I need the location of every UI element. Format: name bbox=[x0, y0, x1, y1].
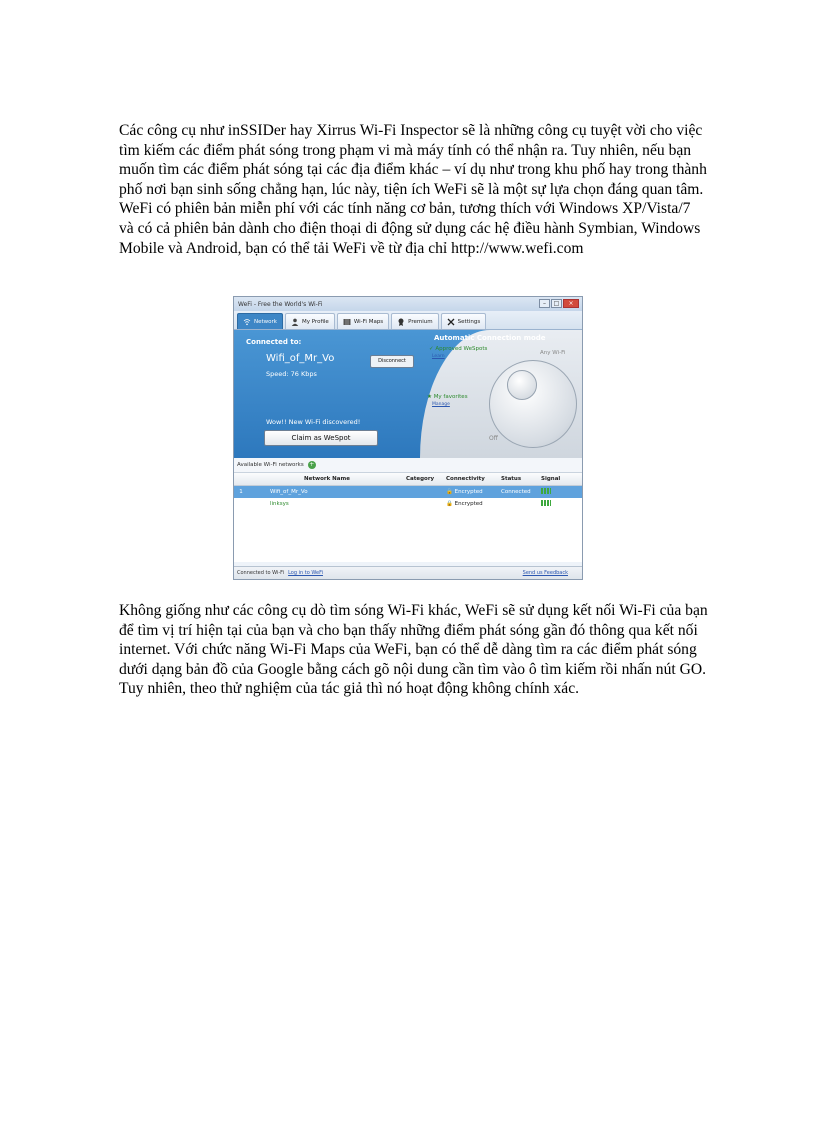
feedback-link[interactable]: Send us Feedback bbox=[522, 570, 568, 576]
connected-label: Connected to: bbox=[246, 338, 302, 346]
any-wifi-option[interactable]: Any Wi-Fi bbox=[540, 350, 566, 356]
discovered-message: Wow!! New Wi-Fi discovered! bbox=[266, 418, 361, 426]
tab-premium[interactable]: Premium bbox=[391, 313, 438, 329]
col-category[interactable]: Category bbox=[406, 476, 435, 482]
window-titlebar bbox=[234, 297, 582, 311]
add-icon[interactable]: + bbox=[309, 461, 315, 468]
lock-icon: 🔒 bbox=[446, 489, 453, 495]
tools-icon bbox=[447, 318, 455, 326]
mode-dial[interactable] bbox=[489, 360, 577, 448]
map-icon bbox=[343, 318, 351, 326]
tab-settings[interactable]: Settings bbox=[441, 313, 487, 329]
networks-table-header bbox=[234, 473, 582, 486]
manage-link[interactable]: Manage bbox=[432, 402, 450, 407]
available-networks-header: Available Wi-Fi networks + bbox=[234, 458, 582, 473]
approved-wespots-option[interactable]: ✓ Approved WeSpots bbox=[429, 346, 488, 352]
col-connectivity[interactable]: Connectivity bbox=[446, 476, 485, 482]
network-name: Wifi_of_Mr_Vo bbox=[266, 353, 335, 364]
wifi-icon bbox=[243, 318, 251, 326]
auto-mode-title: Automatic Connection mode bbox=[434, 334, 546, 342]
network-panel bbox=[234, 330, 582, 458]
col-network-name[interactable]: Network Name bbox=[304, 476, 350, 482]
networks-table-body bbox=[234, 486, 582, 562]
maximize-button[interactable]: □ bbox=[551, 299, 562, 308]
learn-link[interactable]: Learn bbox=[432, 354, 445, 359]
close-button[interactable]: × bbox=[563, 299, 579, 308]
tab-wifi-maps[interactable]: Wi-Fi Maps bbox=[337, 313, 389, 329]
star-icon: ★ bbox=[427, 394, 432, 400]
my-favorites-option[interactable]: ★ My favorites bbox=[427, 394, 468, 400]
speed-readout: Speed: 76 Kbps bbox=[266, 370, 317, 378]
login-link[interactable]: Log in to WeFi bbox=[288, 570, 323, 576]
lock-icon: 🔒 bbox=[446, 501, 453, 507]
user-icon bbox=[291, 318, 299, 326]
signal-icon bbox=[541, 488, 551, 494]
tab-network[interactable]: Network bbox=[237, 313, 283, 329]
table-row[interactable]: linksys 🔒 Encrypted bbox=[234, 498, 582, 510]
body-paragraph: Không giống như các công cụ dò tìm sóng Wi-Fi khác, WeFi sẽ sử dụng kết nối Wi-Fi của bạn để tìm vị trí hiện tại của bạn và cho bạn thấy những điểm phát sóng gần đó thông qua kết nối internet. Với chức năng Wi-Fi Maps của WeFi, bạn có thể dễ dàng tìm ra các điểm phát sóng dưới dạng bản đồ của Google bằng cách gõ nội dung cần tìm vào ô tìm kiếm rồi nhấn nút GO. Tuy nhiên, theo thử nghiệm của tác giả thì nó hoạt động không chính xác. bbox=[119, 602, 708, 698]
tab-my-profile[interactable]: My Profile bbox=[285, 313, 335, 329]
medal-icon bbox=[397, 318, 405, 326]
signal-icon bbox=[541, 500, 551, 506]
claim-wespot-button[interactable]: Claim as WeSpot bbox=[264, 430, 378, 446]
disconnect-button[interactable]: Disconnect bbox=[370, 355, 414, 368]
col-signal[interactable]: Signal bbox=[541, 476, 561, 482]
col-status[interactable]: Status bbox=[501, 476, 522, 482]
off-option[interactable]: Off bbox=[489, 435, 498, 442]
status-bar: Connected to Wi-Fi Log in to WeFi Send us Feedback bbox=[234, 566, 582, 579]
intro-paragraph: Các công cụ như inSSIDer hay Xirrus Wi-Fi Inspector sẽ là những công cụ tuyệt vời cho việc tìm kiếm các điểm phát sóng trong phạm vi mà máy tính có thể nhận ra. Tuy nhiên, nếu bạn muốn tìm các điểm phát sóng tại các địa điểm khác – ví dụ như trong khu phố hay trong thành phố nơi bạn sinh sống chẳng hạn, lúc này, tiện ích WeFi sẽ là một sự lựa chọn đáng quan tâm. WeFi có phiên bản miễn phí với các tính năng cơ bản, tương thích với Windows XP/Vista/7 và có cả phiên bản dành cho điện thoại di động sử dụng các hệ điều hành Symbian, Windows Mobile và Android, bạn có thể tải WeFi về từ địa chỉ http://www.wefi.com bbox=[119, 122, 707, 257]
minimize-button[interactable]: – bbox=[539, 299, 550, 308]
wefi-screenshot bbox=[233, 296, 583, 580]
table-row[interactable]: 1 Wifi_of_Mr_Vo 🔒 Encrypted Connected bbox=[234, 486, 582, 498]
dial-knob[interactable] bbox=[507, 370, 537, 400]
window-title: WeFi - Free the World's Wi-Fi bbox=[238, 300, 323, 308]
tab-bar bbox=[234, 311, 582, 330]
